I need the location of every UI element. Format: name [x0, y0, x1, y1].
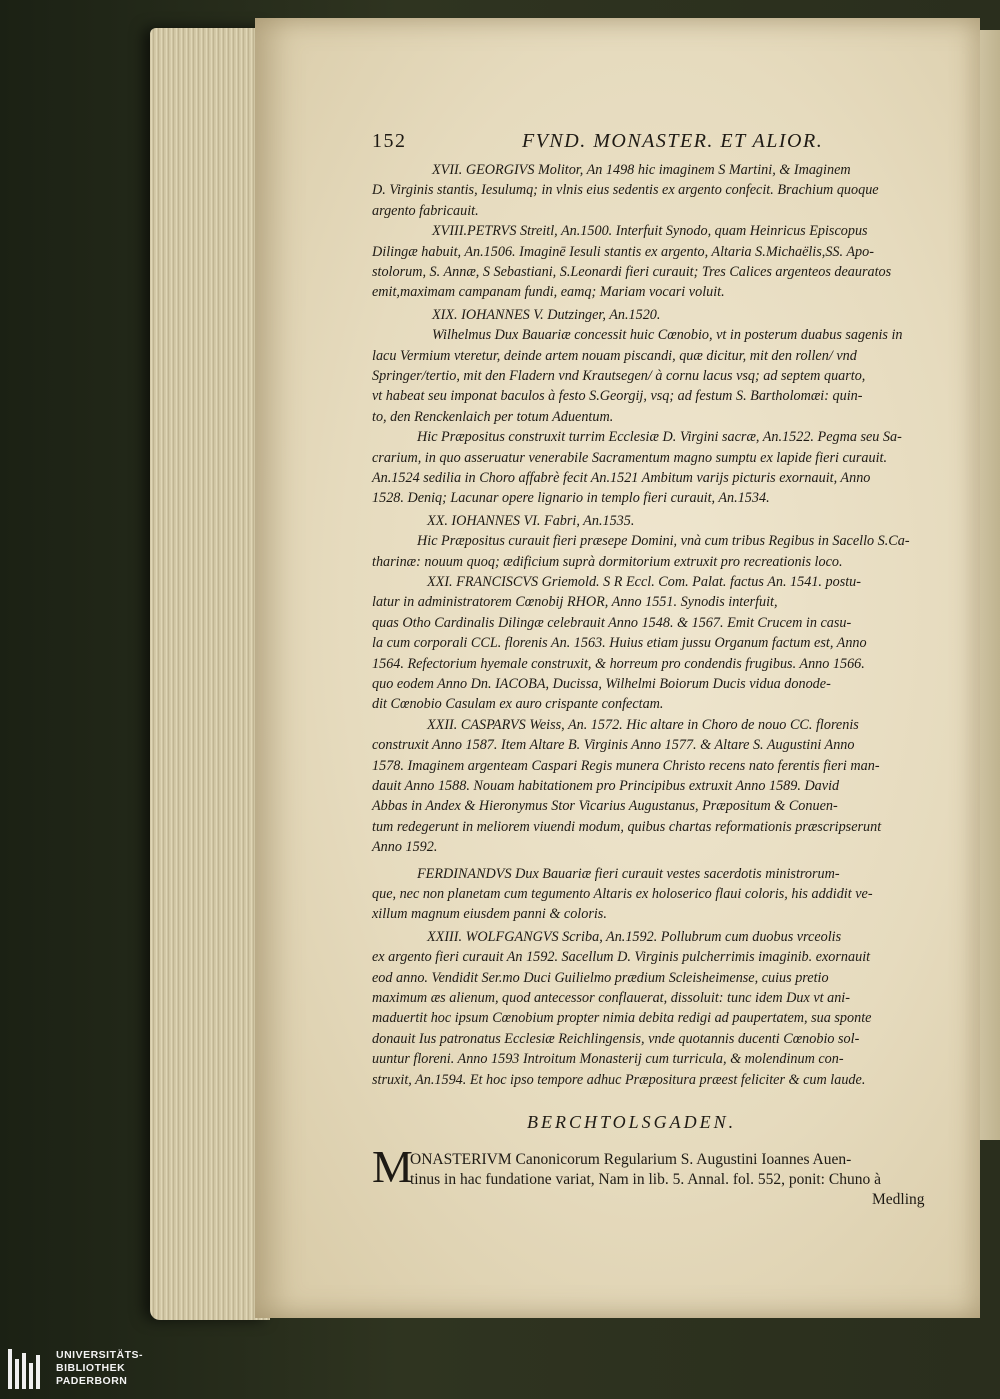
text-line: XVIII.PETRVS Streitl, An.1500. Interfuit Synodo, quam Heinricus Episcopus [432, 223, 868, 240]
logo-line-3: PADERBORN [56, 1375, 128, 1387]
text-line: stolorum, S. Annæ, S Sebastiani, S.Leonardi fieri curauit; Tres Calices argenteos deauratos [372, 264, 892, 280]
text-line: XVII. GEORGIVS Molitor, An 1498 hic imaginem S Martini, & Imaginem [432, 162, 851, 178]
logo-line-1: UNIVERSITÄTS- [56, 1349, 144, 1361]
library-logo [8, 1347, 168, 1393]
text-line: Hic Præpositus construxit turrim Ecclesiæ D. Virgini sacræ, An.1522. Pegma seu Sa- [417, 429, 902, 446]
text-line: XXIII. WOLFGANGVS Scriba, An.1592. Pollubrum cum duobus vrceolis [427, 928, 842, 945]
text-line: que, nec non planetam cum tegumento Altaris ex holoserico flaui coloris, his addidit ve- [372, 886, 873, 902]
page-text [372, 130, 962, 1208]
text-line: D. Virginis stantis, Iesulumq; in vlnis eius sedentis ex argento confecit. Brachium quoque [372, 182, 879, 199]
logo-line-2: BIBLIOTHEK [56, 1362, 126, 1374]
text-line: 1528. Deniq; Lacunar opere lignario in templo fieri curauit, An.1534. [372, 490, 770, 507]
text-line: Wilhelmus Dux Bauariæ concessit huic Cœnobio, vt in posterum duabus sagenis in [432, 327, 903, 344]
text-line: XX. IOHANNES VI. Fabri, An.1535. [427, 512, 635, 529]
text-line: Abbas in Andex & Hieronymus Stor Vicarius Augustanus, Præpositum & Conuen- [372, 798, 838, 815]
text-line: eod anno. Vendidit Ser.mo Duci Guilielmo prædium Scleisheimense, cuius pretio [372, 969, 829, 986]
text-line: argento fabricauit. [372, 202, 479, 219]
section-line: tinus in hac fundatione variat, Nam in lib. 5. Annal. fol. 552, ponit: Chuno à [410, 1171, 881, 1188]
book-page-edges [150, 28, 270, 1320]
text-line: Dilingæ habuit, An.1506. Imaginē Iesuli stantis ex argento, Altaria S.Michaëlis,SS. Apo- [372, 243, 874, 260]
text-line: Hic Præpositus curauit fieri præsepe Domini, vnà cum tribus Regibus in Sacello S.Ca- [417, 533, 910, 550]
text-line: xillum magnum eiusdem panni & coloris. [372, 906, 607, 923]
section-heading: BERCHTOLSGADEN. [527, 1112, 737, 1132]
section-line: ONASTERIVM Canonicorum Regularium S. Augustini Ioannes Auen- [410, 1151, 852, 1168]
text-line: XIX. IOHANNES V. Dutzinger, An.1520. [432, 306, 661, 323]
section-line: Medling [872, 1191, 925, 1208]
text-line: latur in administratorem Cœnobij RHOR, Anno 1551. Synodis interfuit, [372, 594, 778, 611]
text-line: 1564. Refectorium hyemale construxit, & horreum pro condendis frugibus. Anno 1566. [372, 655, 865, 672]
text-line: crarium, in quo asseruatur venerabile Sacramentum magno sumptu ex lapide fieri curauit. [372, 449, 888, 466]
text-line: quo eodem Anno Dn. IACOBA, Ducissa, Wilhelmi Boiorum Ducis vidua donode- [372, 676, 831, 692]
text-line: FERDINANDVS Dux Bauariæ fieri curauit vestes sacerdotis ministrorum- [417, 865, 840, 882]
text-line: tum redegerunt in meliorem viuendi modum, quibus chartas reformationis præscripserunt [372, 818, 882, 835]
text-line: quas Otho Cardinalis Dilingæ celebrauit Anno 1548. & 1567. Emit Crucem in casu- [372, 614, 852, 631]
library-logo-icon [8, 1349, 44, 1389]
text-line: vt habeat seu imponat baculos à festo S.Georgij, vsq; ad festum S. Bartholomæi: quin- [372, 388, 863, 405]
text-line: maduertit hoc ipsum Cœnobium propter nimia debita redigi ad paupertatem, sua sponte [372, 1010, 872, 1027]
text-line: construxit Anno 1587. Item Altare B. Virginis Anno 1577. & Altare S. Augustini Anno [372, 737, 855, 754]
text-line: donauit Ius patronatus Ecclesiæ Reichlingensis, vnde quotannis ducenti Cœnobio sol- [372, 1030, 860, 1047]
text-line: An.1524 sedilia in Choro affabrè fecit An.1521 Ambitum varijs picturis exornauit, Anno [372, 470, 871, 486]
page-number: 152 [372, 130, 407, 152]
text-line: 1578. Imaginem argenteam Caspari Regis munera Christo recens nato ferentis fieri man- [372, 757, 880, 774]
text-line: Anno 1592. [372, 839, 438, 856]
text-line: ex argento fieri curauit An 1592. Sacellum D. Virginis pulcherrimis imaginib. exornauit [372, 949, 871, 966]
text-line: dit Cœnobio Casulam ex auro crispante confectam. [372, 696, 664, 713]
running-title: FVND. MONASTER. ET ALIOR. [522, 130, 824, 152]
text-line: uuntur floreni. Anno 1593 Introitum Monasterij cum turricula, & molendinum con- [372, 1051, 844, 1068]
text-line: la cum corporali CCL. florenis An. 1563. Huius etiam jussu Organum factum est, Anno [372, 635, 867, 652]
text-line: XXI. FRANCISCVS Griemold. S R Eccl. Com. Palat. factus An. 1541. postu- [427, 574, 861, 590]
text-line: struxit, An.1594. Et hoc ipso tempore adhuc Præpositura præest feliciter & cum laude. [372, 1071, 866, 1088]
text-line: Springer/tertio, mit den Fladern vnd Krautsegen/ à cornu lacus vsq; ad septem quarto, [372, 368, 866, 384]
text-line: lacu Vermium vteretur, deinde artem nouam piscandi, quæ dicitur, mit den rollen/ vnd [372, 347, 857, 364]
drop-capital: M [372, 1141, 413, 1192]
text-line: emit,maximam campanam fundi, eamq; Mariam vocari voluit. [372, 284, 725, 301]
text-line: XXII. CASPARVS Weiss, An. 1572. Hic altare in Choro de nouo CC. florenis [427, 716, 859, 733]
text-line: dauit Anno 1588. Nouam habitationem pro Principibus extruxit Anno 1589. David [372, 778, 840, 794]
running-header [372, 130, 962, 160]
text-line: maximum æs alienum, quod antecessor conflauerat, dissoluit: tunc idem Dux vt ani- [372, 990, 850, 1006]
text-line: to, den Renckenlaich per totum Aduentum. [372, 408, 614, 425]
text-line: tharinæ: nouum quoq; ædificium suprà dormitorium extruxit pro recreationis loco. [372, 553, 843, 570]
